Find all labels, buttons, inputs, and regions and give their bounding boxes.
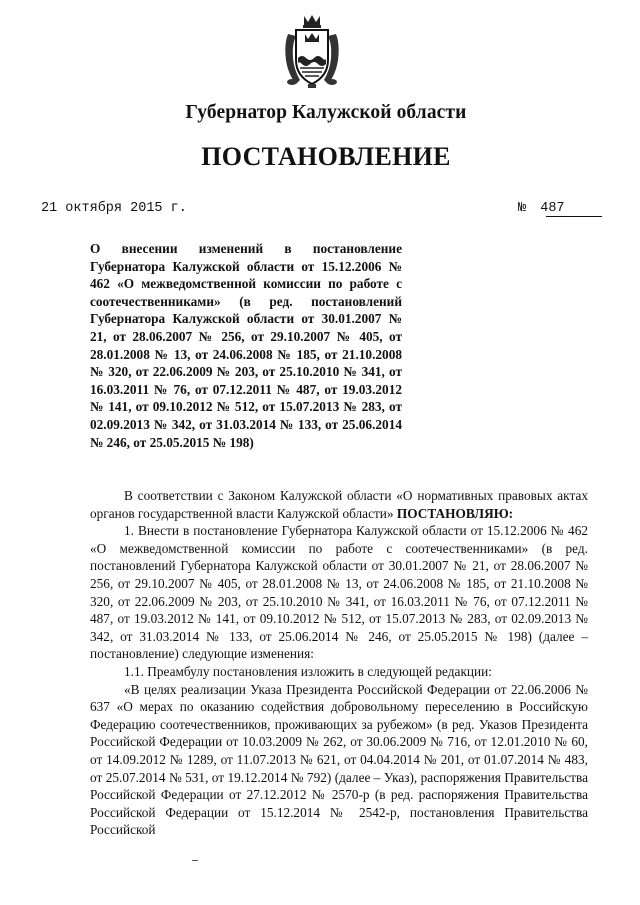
preamble-text: В соответствии с Законом Калужской области «О нормативных правовых актах органов государственной власти Калужской области» [90,488,588,521]
item-1-1-paragraph: 1.1. Преамбулу постановления изложить в следующей редакции: [124,663,492,679]
document-number [518,201,565,216]
item-1-paragraph: 1. Внести в постановление Губернатора Калужской области от 15.12.2006 № 462 «О межведомственной комиссии по работе с соотечественниками» (в ред. постановлений Губернатора Калужской области от 30.01.2007 № 21, от 28.06.2007 № 256, от 29.10.2007 № 405, от 28.01.2008 № 13, от 24.06.2008 № 185, от 21.10.2008 № 320, от 22.06.2009 № 203, от 25.10.2010 № 341, от 16.03.2011 № 76, от 07.12.2011 № 487, от 19.03.2012 № 141, от 09.10.2012 № 512, от 15.07.2013 № 283, от 02.09.2013 № 342, от 31.03.2014 № 133, от 25.06.2014 № 246, от 25.05.2015 № 198) (далее – постановление) следующие изменения: [90,523,588,662]
number-underline [546,216,602,217]
quote-paragraph: «В целях реализации Указа Президента Российской Федерации от 22.06.2006 № 637 «О мерах по оказанию содействия добровольному переселению в Российскую Федерацию соотечественников, проживающих за рубежом» (в ред. Указов Президента Российской Федерации от 10.03.2009 № 262, от 30.06.2009 № 716, от 12.01.2010 № 60, от 14.09.2012 № 1289, от 11.07.2013 № 621, от 04.04.2014 № 201, от 01.07.2014 № 483, от 25.07.2014 № 531, от 19.12.2014 № 792) (далее – Указ), распоряжения Правительства Российской Федерации от 27.12.2012 № 2570-р (в ред. распоряжения Правительства Российской Федерации от 15.12.2014 № 2542-р, постановления Правительства Российской [90,681,588,838]
preamble-paragraph [90,487,588,522]
coat-of-arms-icon [282,14,342,90]
resolve-keyword: ПОСТАНОВЛЯЮ: [396,505,514,521]
issuer-heading: Губернатор Калужской области [185,102,467,123]
document-body [90,487,588,839]
number-label: № [518,201,527,216]
document-type-title: ПОСТАНОВЛЕНИЕ [201,142,451,171]
scan-mark [192,860,198,863]
document-subject: О внесении изменений в постановление Губернатора Калужской области от 15.12.2006 № 462 «О межведомственной комиссии по работе с соотечественниками» (в ред. постановлений Губернатора Калужской области от 30.01.2007 № 21, от 28.06.2007 № 256, от 29.10.2007 № 405, от 28.01.2008 № 13, от 24.06.2008 № 185, от 21.10.2008 № 320, от 22.06.2009 № 203, от 25.10.2010 № 341, от 16.03.2011 № 76, от 07.12.2011 № 487, от 19.03.2012 № 141, от 09.10.2012 № 512, от 15.07.2013 № 283, от 02.09.2013 № 342, от 31.03.2014 № 133, от 25.06.2014 № 246, от 25.05.2015 № 198) [90,241,402,450]
document-date: 21 октября 2015 г. [41,201,187,216]
number-value: 487 [540,201,565,216]
